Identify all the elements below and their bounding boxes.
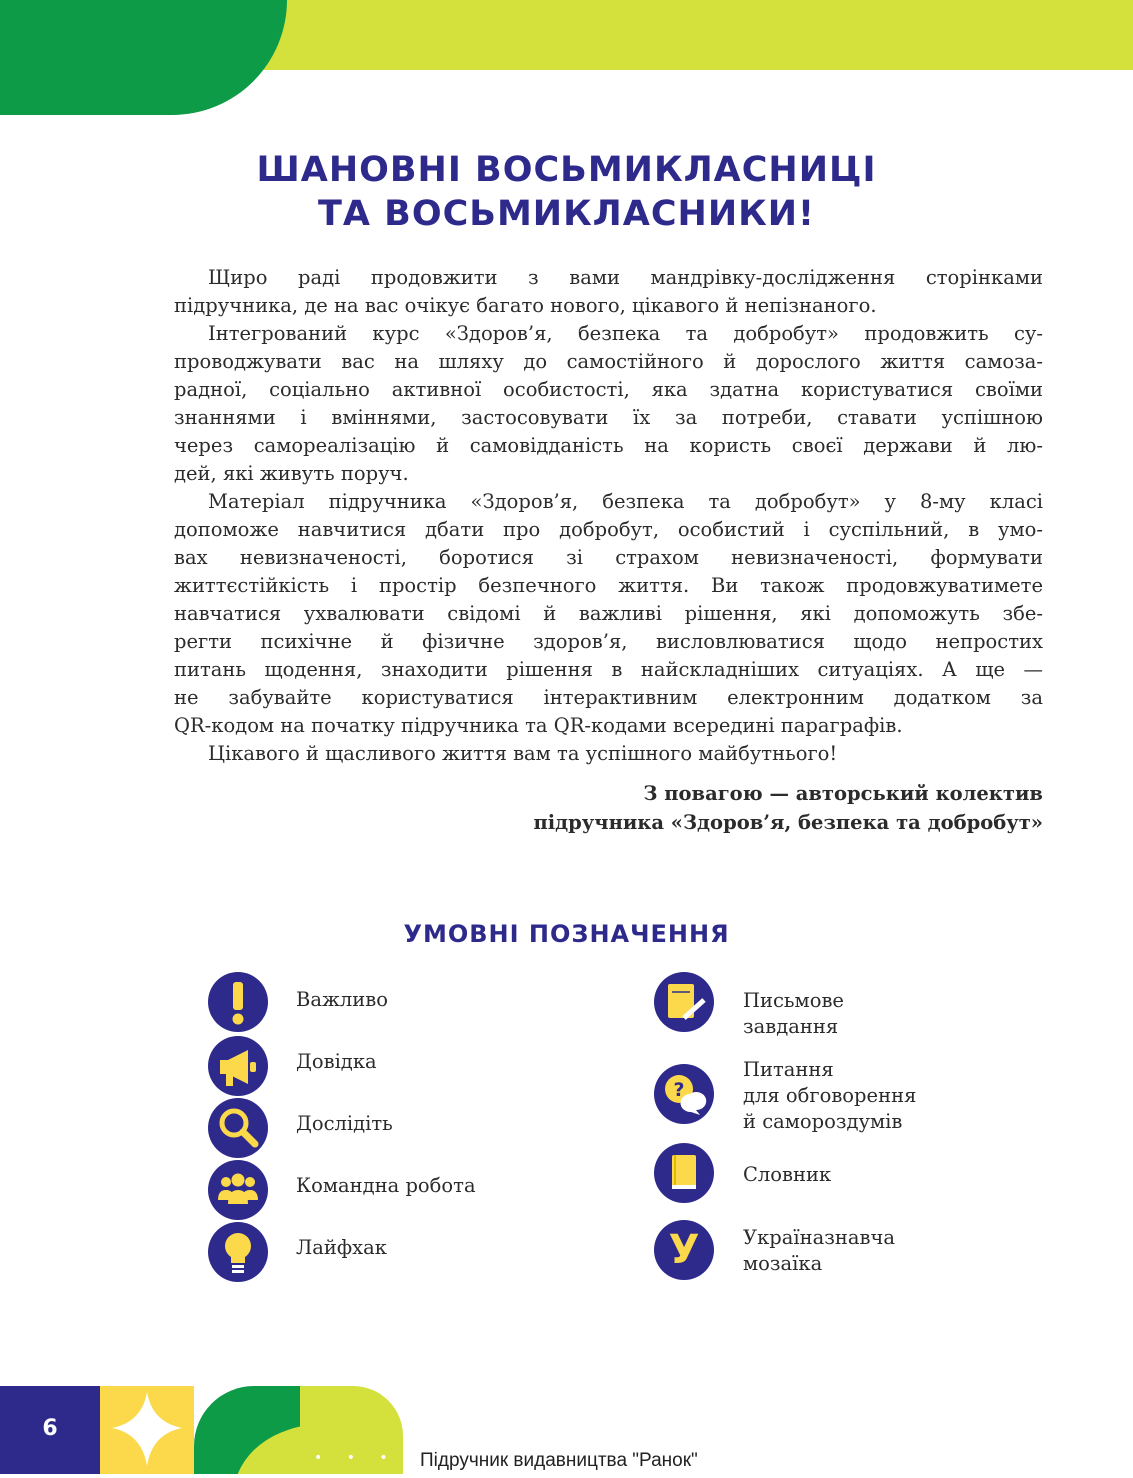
text-line: Інтегрований курс «Здоров’я, безпека та добробут» продовжить су- (208, 322, 1043, 345)
megaphone-icon (208, 1036, 268, 1096)
legend-label-ukrainian-mosaic (743, 1225, 895, 1277)
text-line: регти психічне й фізичне здоров’я, висловлюватися щодо непростих (174, 630, 1043, 653)
magnifier-icon (208, 1098, 268, 1158)
page-number: 6 (42, 1416, 58, 1441)
footer-dots: • • • • (314, 1450, 431, 1466)
text-line: не забувайте користуватися інтерактивним електронним додатком за (174, 686, 1043, 709)
text-line: життєстійкість і простір безпечного життя. Ви також продовжуватимете (174, 574, 1043, 597)
text-line: навчатися ухвалювати свідомі й важливі рішення, які допоможуть збе- (174, 602, 1043, 625)
svg-text:?: ? (673, 1079, 685, 1101)
footer-green-block (194, 1386, 300, 1474)
legend-label-reference: Довідка (296, 1050, 377, 1073)
letter-u-icon (654, 1220, 714, 1280)
text-line: радної, соціально активної особистості, яка здатна користуватися своїми (174, 378, 1043, 401)
legend-label-discussion (743, 1057, 916, 1135)
book-icon (654, 1143, 714, 1203)
team-icon (208, 1160, 268, 1220)
text-line: допоможе навчитися дбати про добробут, особистий і суспільний, в умо- (174, 518, 1043, 541)
legend-label-line: Письмове (743, 989, 844, 1012)
page-title (0, 148, 1133, 236)
legend-title: УМОВНІ ПОЗНАЧЕННЯ (403, 920, 730, 948)
question-bubbles-icon (654, 1064, 714, 1124)
legend-label-written-task (743, 988, 844, 1040)
legend-label-line: завдання (743, 1015, 839, 1038)
legend-label-lifehack: Лайфхак (296, 1236, 387, 1259)
publisher-note: Підручник видавництва "Ранок" (420, 1450, 698, 1471)
footer-yellow-block (100, 1386, 194, 1474)
notepad-pencil-icon (654, 972, 714, 1032)
signature-line-1: З повагою — авторський колектив (643, 782, 1043, 805)
text-line: знаннями і вміннями, застосовувати їх за потреби, ставати успішною (174, 406, 1043, 429)
legend-label-line: для обговорення (743, 1084, 917, 1107)
legend-label-dictionary: Словник (743, 1163, 832, 1186)
exclamation-icon (208, 972, 268, 1032)
text-line: питань щодення, знаходити рішення в найскладніших ситуаціях. А ще — (174, 658, 1043, 681)
text-line: вах невизначеності, боротися зі страхом невизначеності, формувати (174, 546, 1043, 569)
header-green-shape (0, 0, 287, 115)
intro-text (174, 264, 1043, 768)
legend-label-line: Україназнавча (743, 1226, 896, 1249)
text-line: через самореалізацію й самовідданість на користь своєї держави й лю- (174, 434, 1043, 457)
legend-label-important: Важливо (296, 988, 388, 1011)
legend-label-line: Питання (743, 1058, 834, 1081)
lightbulb-icon (208, 1222, 268, 1282)
legend-label-explore: Дослідіть (296, 1112, 393, 1135)
text-line: QR-кодом на початку підручника та QR-кодами всередині параграфів. (174, 714, 903, 737)
legend-label-teamwork: Командна робота (296, 1174, 476, 1197)
signature-line-2: підручника «Здоров’я, безпека та добробут» (533, 811, 1043, 834)
text-line: Щиро раді продовжити з вами мандрівку-дослідження сторінками (208, 266, 1043, 289)
legend-label-line: й самороздумів (743, 1110, 903, 1133)
signature (174, 779, 1043, 837)
letter-u-glyph: У (668, 1227, 700, 1273)
page-footer (0, 1386, 1133, 1474)
star-decoration-icon (100, 1386, 194, 1474)
title-line-1: ШАНОВНІ ВОСЬМИКЛАСНИЦІ (256, 150, 877, 190)
legend-label-line: мозаїка (743, 1252, 823, 1275)
text-line: дей, які живуть поруч. (174, 462, 409, 485)
text-line: проводжувати вас на шляху до самостійного й дорослого життя самоза- (174, 350, 1043, 373)
text-line: Цікавого й щасливого життя вам та успішного майбутнього! (208, 742, 838, 765)
text-line: підручника, де на вас очікує багато нового, цікавого й непізнаного. (174, 294, 877, 317)
leaf-decoration-icon (234, 1424, 300, 1474)
title-line-2: ТА ВОСЬМИКЛАСНИКИ! (318, 194, 815, 234)
text-line: Матеріал підручника «Здоров’я, безпека та добробут» у 8-му класі (208, 490, 1043, 513)
